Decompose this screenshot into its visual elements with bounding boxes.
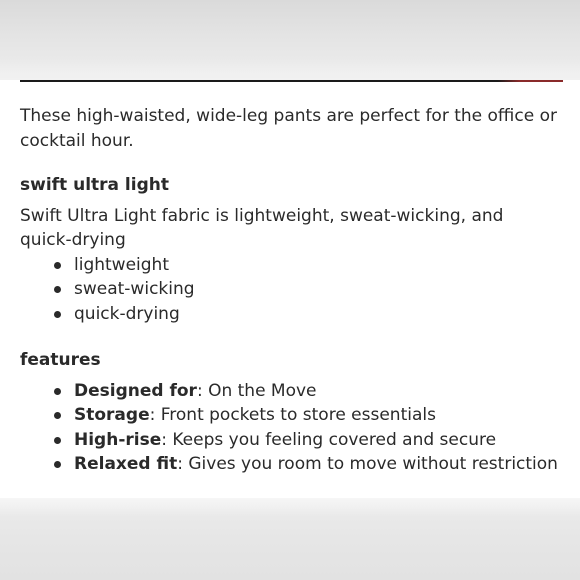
fabric-heading: swift ultra light (20, 175, 169, 195)
list-item (74, 379, 560, 404)
feature-text: : Keeps you feeling covered and secure (161, 429, 497, 450)
list-item: quick-drying (74, 302, 560, 327)
section-divider (20, 80, 563, 82)
list-item (74, 428, 560, 453)
features-list (20, 379, 560, 477)
features-heading: features (20, 350, 101, 370)
fabric-description: Swift Ultra Light fabric is lightweight, sweat-wicking, and quick-drying (20, 205, 504, 250)
intro-text: These high-waisted, wide-leg pants are perfect for the office or cocktail hour. (20, 106, 557, 151)
feature-text: : On the Move (196, 380, 317, 401)
product-description (20, 104, 560, 477)
fabric-list (20, 253, 560, 327)
feature-text: : Front pockets to store essentials (149, 405, 436, 425)
feature-label: High-rise (74, 429, 162, 450)
list-item (74, 452, 560, 477)
feature-label: Storage (74, 405, 150, 425)
blurred-product-image-top (0, 0, 580, 80)
blurred-product-image-bottom (0, 498, 580, 580)
list-item (74, 403, 560, 428)
feature-label: Relaxed fit (74, 454, 178, 474)
feature-text: : Gives you room to move without restriction (177, 454, 558, 474)
feature-label: Designed for (74, 380, 197, 401)
list-item: sweat-wicking (74, 277, 560, 302)
list-item: lightweight (74, 253, 560, 278)
